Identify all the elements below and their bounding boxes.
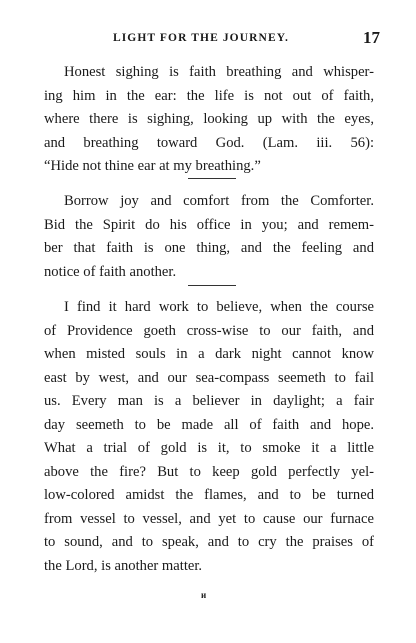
paragraph-line: Borrow joy and comfort from the Comforter. [64,193,374,209]
paragraph-line: to sound, and to speak, and to cry the praises of [44,534,374,550]
paragraph-line: from vessel to vessel, and yet to cause our furnace [44,510,374,527]
running-head [62,30,380,52]
paragraph-line: us. Every man is a believer in daylight; a fair [44,393,374,409]
paragraph-line: where there is sighing, looking up with the eyes, [44,111,374,127]
running-title: LIGHT FOR THE JOURNEY. [112,32,290,44]
paragraph-line: ing him in the ear: the life is not out of faith, [44,87,374,104]
paragraph-line: Honest sighing is faith breathing and whisper- [64,64,374,80]
paragraph-line: notice of faith another. [44,263,177,280]
section-divider [188,178,236,179]
paragraph-2 [44,190,374,284]
section-divider [188,285,236,286]
signature-mark: и [201,590,207,600]
paragraph-line: east by west, and our sea-compass seemeth to fail [44,369,374,386]
paragraph-line: “Hide not thine ear at my breathing.” [44,158,261,174]
page-number: 17 [363,28,380,47]
paragraph-line: day seemeth to be made all of faith and hope. [44,416,374,433]
paragraph-3 [44,296,374,578]
paragraph-line: when misted souls in a dark night cannot know [44,346,374,362]
paragraph-line: low-colored amidst the flames, and to be turned [44,487,374,503]
paragraph-line: I find it hard work to believe, when the course [64,299,374,315]
paragraph-1 [44,61,374,179]
paragraph-line: Bid the Spirit do his office in you; and remem- [44,216,374,233]
paragraph-line: the Lord, is another matter. [44,557,203,574]
paragraph-line: of Providence goeth cross-wise to our faith, and [44,322,374,339]
paragraph-line: and breathing toward God. (Lam. iii. 56): [44,134,374,151]
paragraph-line: above the fire? But to keep gold perfectly yel- [44,463,374,480]
paragraph-line: What a trial of gold is it, to smoke it a little [44,440,374,456]
paragraph-line: ber that faith is one thing, and the feeling and [44,240,374,256]
